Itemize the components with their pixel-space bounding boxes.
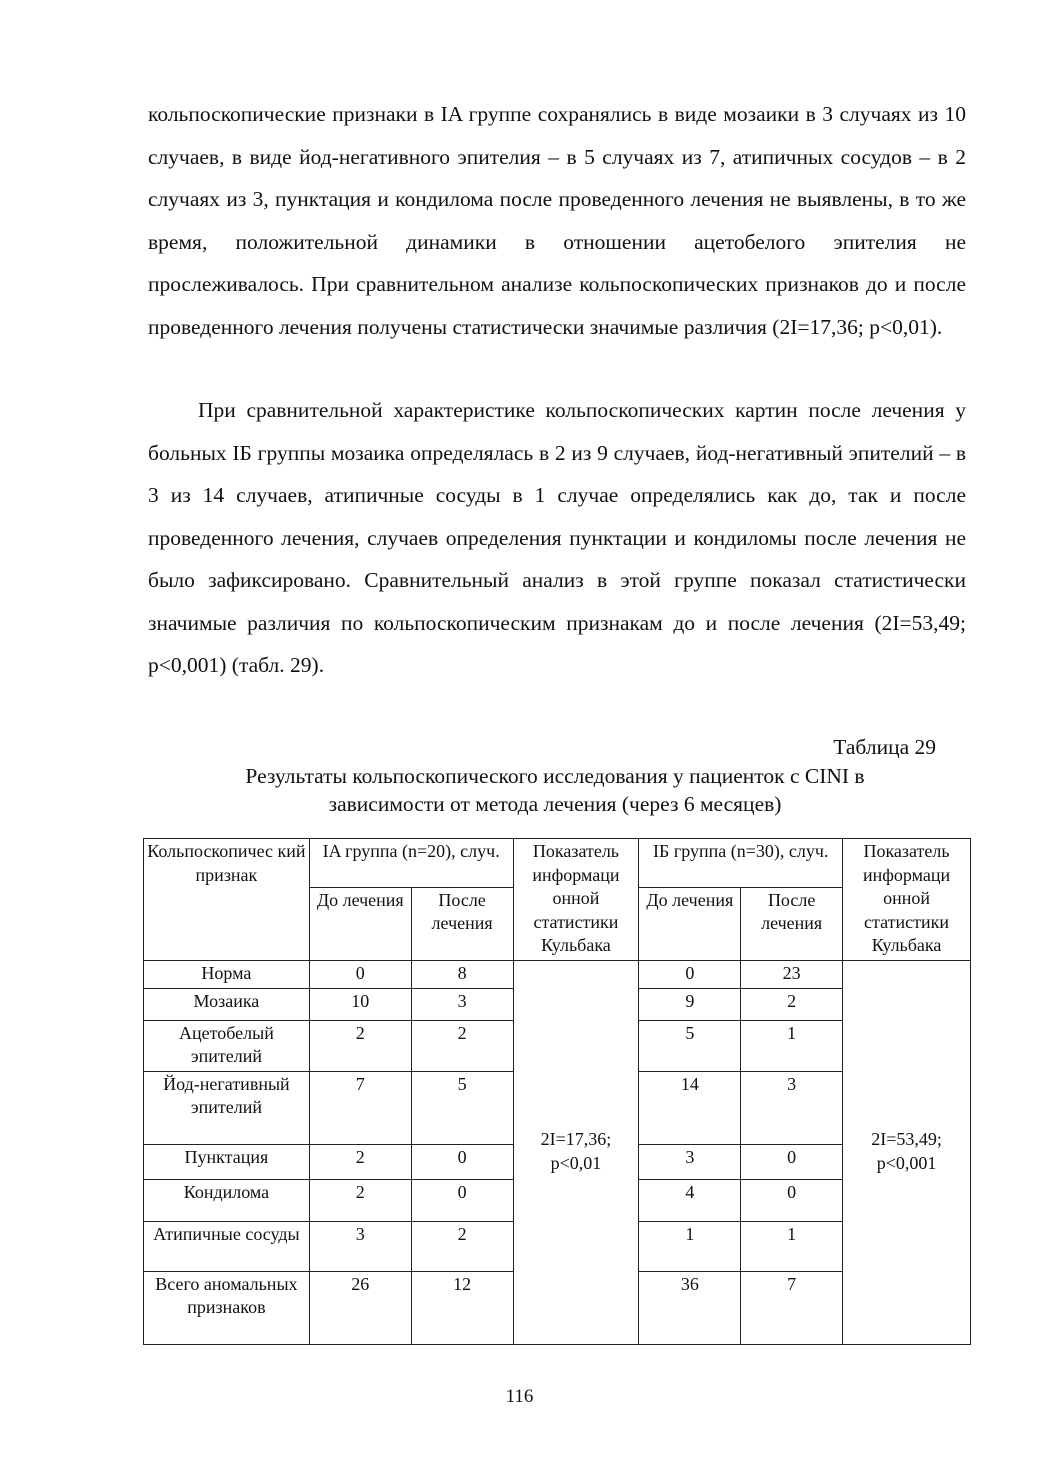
cell-b-before: 3 [639, 1144, 741, 1179]
cell-b-before: 36 [639, 1271, 741, 1344]
cell-a-after: 12 [411, 1271, 513, 1344]
header-b-before: До лечения [639, 887, 741, 960]
cell-a-before: 0 [309, 960, 411, 988]
table-row [144, 960, 971, 988]
table-label: Таблица 29 [833, 735, 936, 759]
cell-a-after: 2 [411, 1020, 513, 1071]
table-caption-line-2: зависимости от метода лечения (через 6 месяцев) [328, 792, 782, 816]
header-b-after: После лечения [741, 887, 843, 960]
cell-b-after: 3 [741, 1071, 843, 1144]
table-caption [150, 762, 960, 818]
row-label: Атипичные сосуды [144, 1221, 310, 1271]
body-paragraph-2: При сравнительной характеристике кольпоскопических картин после лечения у больных IБ группы мозаика определялась в 2 из 9 случаев, йод-негативный эпителий – в 3 из 14 случаев, атипичные сосуды в 1 случае определялись как до, так и после проведенного лечения, случаев определения пунктации и кондиломы после лечения не было зафиксировано. Сравнительный анализ в этой группе показал статистически значимые различия по кольпоскопическим признакам до и после лечения (2I=53,49; p<0,001) (табл. 29). [148, 398, 966, 677]
header-group-b: IБ группа (n=30), случ. [639, 839, 843, 888]
cell-a-after: 0 [411, 1179, 513, 1221]
header-stat-a: Показатель информаци онной статистики Кульбака [513, 839, 639, 961]
cell-b-before: 0 [639, 960, 741, 988]
cell-b-after: 7 [741, 1271, 843, 1344]
cell-a-before: 2 [309, 1144, 411, 1179]
cell-a-after: 3 [411, 988, 513, 1020]
cell-b-after: 2 [741, 988, 843, 1020]
header-a-before: До лечения [309, 887, 411, 960]
row-label: Ацетобелый эпителий [144, 1020, 310, 1071]
row-label: Всего аномальных признаков [144, 1271, 310, 1344]
cell-a-before: 3 [309, 1221, 411, 1271]
header-a-after: После лечения [411, 887, 513, 960]
table-caption-line-1: Результаты кольпоскопического исследования у пациенток с CINI в [245, 764, 865, 788]
header-group-a: IA группа (n=20), случ. [309, 839, 513, 888]
stat-b-value: 2I=53,49; p<0,001 [843, 960, 971, 1344]
stat-a-value: 2I=17,36; p<0,01 [513, 960, 639, 1344]
row-label: Мозаика [144, 988, 310, 1020]
cell-a-before: 2 [309, 1179, 411, 1221]
cell-b-before: 4 [639, 1179, 741, 1221]
cell-b-after: 0 [741, 1179, 843, 1221]
row-label: Норма [144, 960, 310, 988]
cell-a-after: 0 [411, 1144, 513, 1179]
cell-b-before: 1 [639, 1221, 741, 1271]
header-feature: Кольпоскопичес кий признак [144, 839, 310, 961]
row-label: Кондилома [144, 1179, 310, 1221]
row-label: Йод-негативный эпителий [144, 1071, 310, 1144]
body-paragraph-1: кольпоскопические признаки в IA группе сохранялись в виде мозаики в 3 случаях из 10 случаев, в виде йод-негативного эпителия – в 5 случаях из 7, атипичных сосудов – в 2 случаях из 3, пунктация и кондилома после проведенного лечения не выявлены, в то же время, положительной динамики в отношении ацетобелого эпителия не прослеживалось. При сравнительном анализе кольпоскопических признаков до и после проведенного лечения получены статистически значимые различия (2I=17,36; p<0,01). [148, 102, 966, 339]
cell-a-before: 26 [309, 1271, 411, 1344]
cell-b-before: 14 [639, 1071, 741, 1144]
header-stat-b: Показатель информаци онной статистики Кульбака [843, 839, 971, 961]
cell-b-after: 0 [741, 1144, 843, 1179]
cell-b-before: 9 [639, 988, 741, 1020]
cell-a-before: 2 [309, 1020, 411, 1071]
page-number: 116 [505, 1386, 534, 1407]
cell-b-after: 1 [741, 1020, 843, 1071]
cell-b-after: 1 [741, 1221, 843, 1271]
cell-b-before: 5 [639, 1020, 741, 1071]
results-table [143, 838, 971, 1345]
table-header-row [144, 839, 971, 888]
cell-a-after: 5 [411, 1071, 513, 1144]
cell-a-after: 8 [411, 960, 513, 988]
row-label: Пунктация [144, 1144, 310, 1179]
cell-b-after: 23 [741, 960, 843, 988]
cell-a-before: 10 [309, 988, 411, 1020]
cell-a-before: 7 [309, 1071, 411, 1144]
cell-a-after: 2 [411, 1221, 513, 1271]
